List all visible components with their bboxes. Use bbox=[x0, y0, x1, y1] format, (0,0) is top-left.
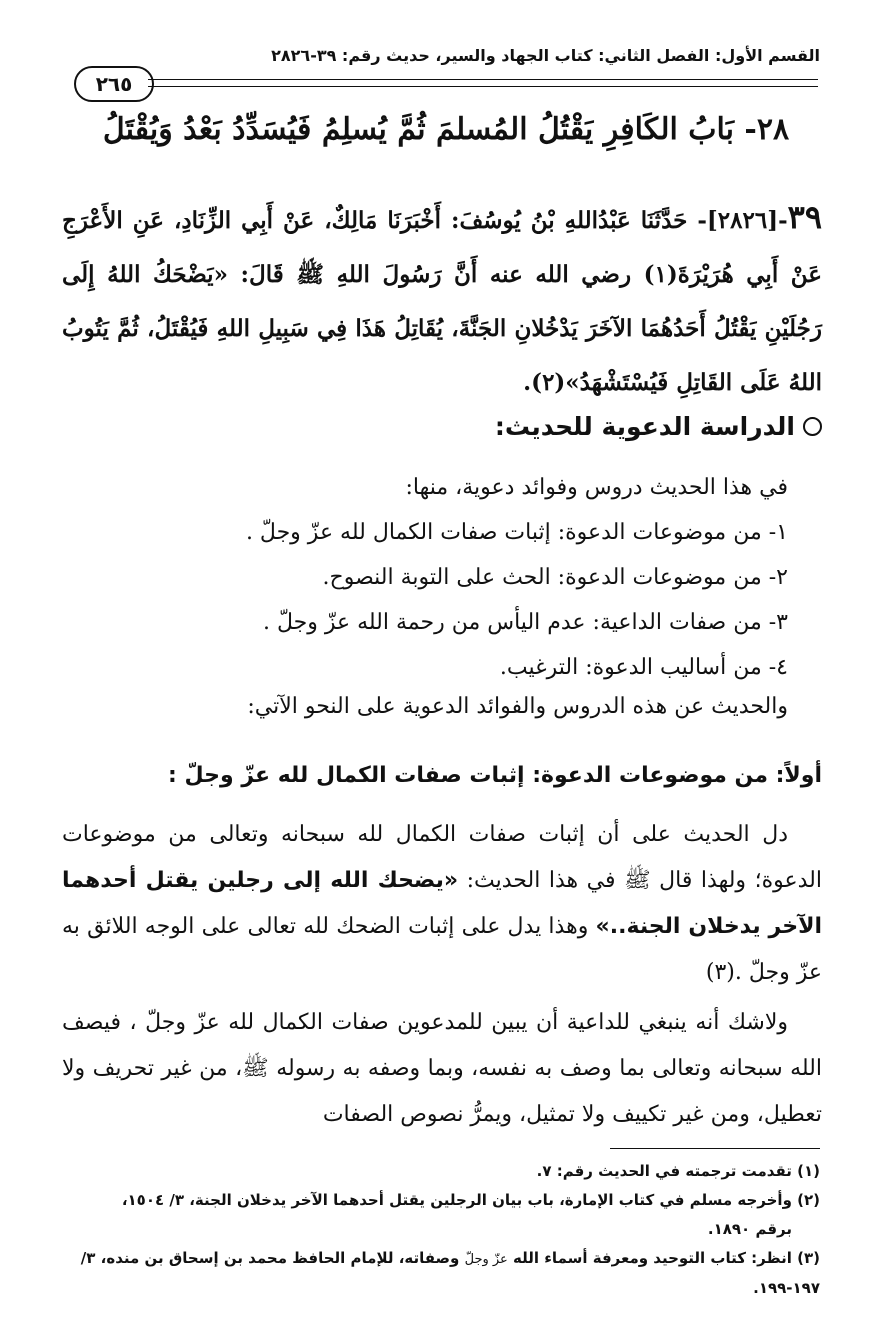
honorific-glyph: عزّ وجلّ bbox=[464, 1252, 508, 1267]
hadith-text bbox=[62, 190, 822, 410]
paragraph-text: دل الحديث على أن إثبات صفات الكمال لله سبحانه وتعالى من موضوعات الدعوة؛ ولهذا قال ﷺ في هذا الحديث: bbox=[62, 822, 822, 893]
study-heading bbox=[62, 412, 822, 441]
footnotes bbox=[60, 1157, 820, 1303]
chapter-title: ٢٨- بَابُ الكَافِرِ يَقْتُلُ المُسلمَ ثُمَّ يُسلِمُ فَيُسَدِّدُ بَعْدُ وَيُقْتَلُ bbox=[102, 112, 790, 147]
hadith-number: ٣٩ bbox=[787, 198, 822, 236]
list-item: ٤- من أساليب الدعوة: الترغيب. bbox=[499, 655, 788, 680]
lessons-list bbox=[88, 510, 788, 690]
footnote-2-continued: برقم ١٨٩٠. bbox=[707, 1220, 792, 1238]
footnote-separator bbox=[610, 1148, 820, 1149]
first-point-heading: أولاً: من موضوعات الدعوة: إثبات صفات الكمال لله عزّ وجلّ : bbox=[168, 763, 822, 788]
list-item: ٣- من صفات الداعية: عدم اليأس من رحمة الله عزّ وجلّ . bbox=[262, 610, 788, 635]
running-header: القسم الأول: الفصل الثاني: كتاب الجهاد والسير، حديث رقم: ٣٩-٢٨٢٦ bbox=[271, 46, 820, 65]
study-heading-text: الدراسة الدعوية للحديث: bbox=[494, 412, 795, 441]
first-point-paragraph-2: ولاشك أنه ينبغي للداعية أن يبين للمدعوين صفات الكمال لله عزّ وجلّ ، فيصف الله سبحانه وتعالى بما وصف به نفسه، وبما وصفه به رسوله ﷺ، من غير تحريف ولا تعطيل، ومن غير تكييف ولا تمثيل، ويمرُّ نصوص الصفات bbox=[62, 1010, 822, 1127]
first-point-paragraph-1 bbox=[62, 812, 822, 996]
header-rule-bottom bbox=[148, 86, 818, 87]
footnote-3-text: وصفاته، للإمام الحافظ محمد بن إسحاق بن منده، ٣/ ١٩٧-١٩٩. bbox=[80, 1249, 820, 1297]
paragraph-text: وهذا يدل على إثبات الضحك لله تعالى على الوجه اللائق به عزّ وجلّ .(٣) bbox=[62, 914, 822, 985]
list-item: ١- من موضوعات الدعوة: إثبات صفات الكمال لله عزّ وجلّ . bbox=[245, 520, 788, 545]
footnote-1: (١) تقدمت ترجمته في الحديث رقم: ٧. bbox=[536, 1162, 820, 1180]
header-rule-top bbox=[148, 79, 818, 80]
lessons-intro-text: في هذا الحديث دروس وفوائد دعوية، منها: bbox=[405, 475, 788, 500]
list-item: ٢- من موضوعات الدعوة: الحث على التوبة النصوح. bbox=[322, 565, 788, 590]
lessons-intro bbox=[88, 465, 788, 690]
page-number: ٢٦٥ bbox=[74, 66, 154, 102]
footnote-2: (٢) وأخرجه مسلم في كتاب الإمارة، باب بيان الرجلين يقتل أحدهما الآخر يدخلان الجنة، ٣/ ١٥٠٤، bbox=[121, 1191, 820, 1209]
lessons-summary: والحديث عن هذه الدروس والفوائد الدعوية على النحو الآتي: bbox=[247, 694, 788, 719]
hadith-quote: «يضحك الله إلى رجلين يقتل أحدهما الآخر يدخلان الجنة..» bbox=[62, 868, 822, 939]
circle-bullet-icon bbox=[803, 417, 822, 436]
footnote-3 bbox=[60, 1244, 820, 1303]
hadith-body: -[٢٨٢٦]- حَدَّثَنَا عَبْدُاللهِ بْنُ يُوسُفَ: أَخْبَرَنَا مَالِكٌ، عَنْ أَبِي الزِّنَادِ، عَنِ الأَعْرَجِ عَنْ أَبِي هُرَيْرَةَ(١) رضي الله عنه أَنَّ رَسُولَ اللهِ ﷺ قَالَ: «يَضْحَكُ اللهُ إِلَى رَجُلَيْنِ يَقْتُلُ أَحَدُهُمَا الآخَرَ يَدْخُلانِ الجَنَّةَ، يُقَاتِلُ هَذَا فِي سَبِيلِ اللهِ فَيُقْتَلُ، ثُمَّ يَتُوبُ اللهُ عَلَى القَاتِلِ فَيُسْتَشْهَدُ»(٢). bbox=[62, 207, 822, 396]
footnote-3-text: (٣) انظر: كتاب التوحيد ومعرفة أسماء الله bbox=[507, 1249, 820, 1267]
